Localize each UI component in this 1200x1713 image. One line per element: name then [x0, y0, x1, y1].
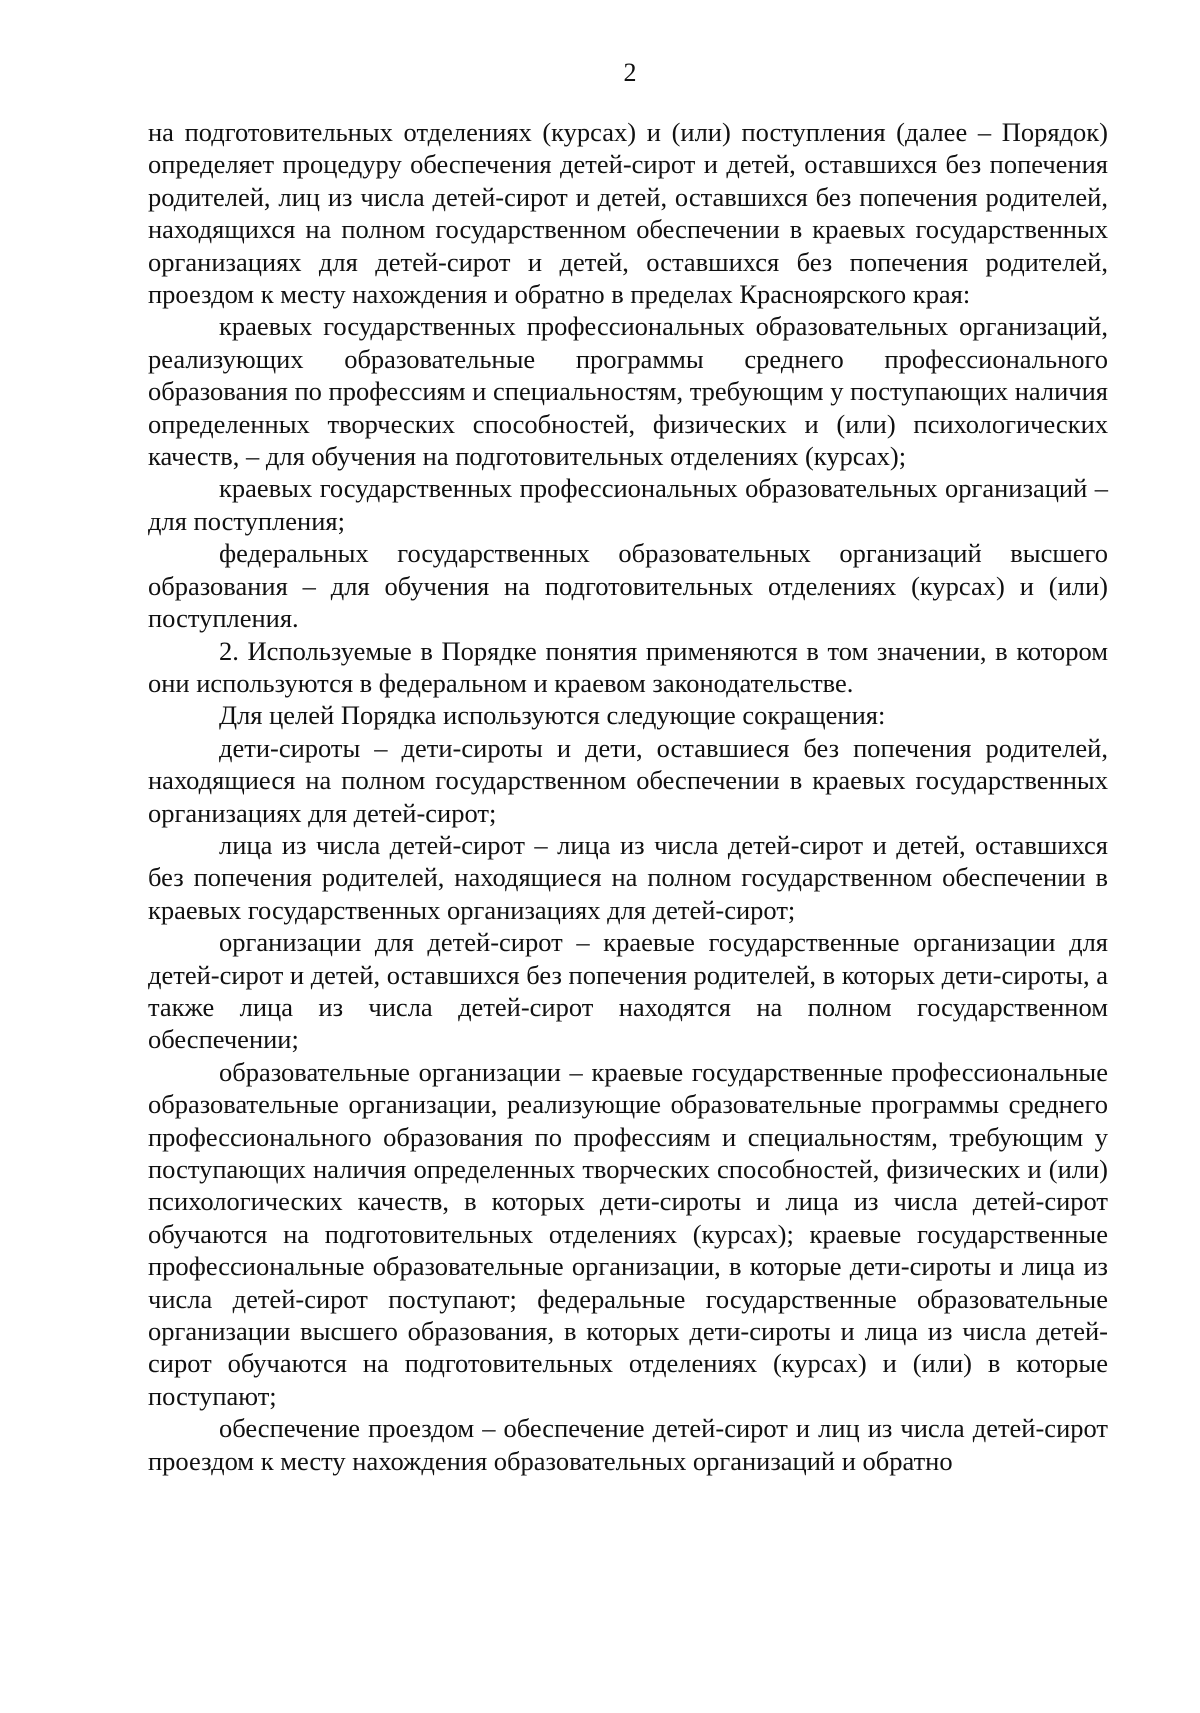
definition-educational-organizations: образовательные организации – краевые государственные профессиональные образовательные организации, реализующие образовательные программы среднего профессионального образования по профессиям и специальностям, требующим у поступающих наличия определенных творческих способностей, физических и (или) психологических качеств, в которых дети-сироты и лица из числа детей-сирот обучаются на подготовительных отделениях (курсах); краевые государственные профессиональные образовательные организации, в которые дети-сироты и лица из числа детей-сирот поступают; федеральные государственные образовательные организации высшего образования, в которых дети-сироты и лица из числа детей-сирот обучаются на подготовительных отделениях (курсах) и (или) в которые поступают; — [148, 1056, 1108, 1411]
definition-orphans: дети-сироты – дети-сироты и дети, оставшиеся без попечения родителей, находящиеся на полном государственном обеспечении в краевых государственных организациях для детей-сирот; — [148, 732, 1108, 828]
paragraph-intro: на подготовительных отделениях (курсах) и (или) поступления (далее – Порядок) определяет процедуру обеспечения детей-сирот и детей, оставшихся без попечения родителей, лиц из числа детей-сирот и детей, оставшихся без попечения родителей, находящихся на полном государственном обеспечении в краевых государственных организациях для детей-сирот и детей, оставшихся без попечения родителей, проездом к месту нахождения и обратно в пределах Красноярского края: — [148, 117, 1108, 310]
clause-2: 2. Используемые в Порядке понятия применяются в том значении, в котором они используются в федеральном и краевом законодательстве. — [148, 635, 1108, 698]
document-body — [148, 116, 1108, 1477]
list-item-regional-prof-orgs: краевых государственных профессиональных образовательных организаций, реализующих образовательные программы среднего профессионального образования по профессиям и специальностям, требующим у поступающих наличия определенных творческих способностей, физических и (или) психологических качеств, – для обучения на подготовительных отделениях (курсах); — [148, 311, 1108, 472]
definition-orphan-organizations: организации для детей-сирот – краевые государственные организации для детей-сирот и детей, оставшихся без попечения родителей, в которых дети-сироты, а также лица из числа детей-сирот находятся на полном государственном обеспечении; — [148, 927, 1108, 1055]
abbreviations-intro: Для целей Порядка используются следующие сокращения: — [219, 700, 886, 731]
list-item-federal-higher: федеральных государственных образовательных организаций высшего образования – для обучения на подготовительных отделениях (курсах) и (или) поступления. — [148, 538, 1108, 634]
list-item-regional-admission: краевых государственных профессиональных образовательных организаций – для поступления; — [148, 473, 1108, 536]
definition-travel-provision: обеспечение проездом – обеспечение детей-сирот и лиц из числа детей-сирот проездом к месту нахождения образовательных организаций и обратно — [148, 1413, 1108, 1476]
page-number: 2 — [623, 58, 637, 87]
definition-persons-from-orphans: лица из числа детей-сирот – лица из числа детей-сирот и детей, оставшихся без попечения родителей, находящиеся на полном государственном обеспечении в краевых государственных организациях для детей-сирот; — [148, 829, 1108, 925]
